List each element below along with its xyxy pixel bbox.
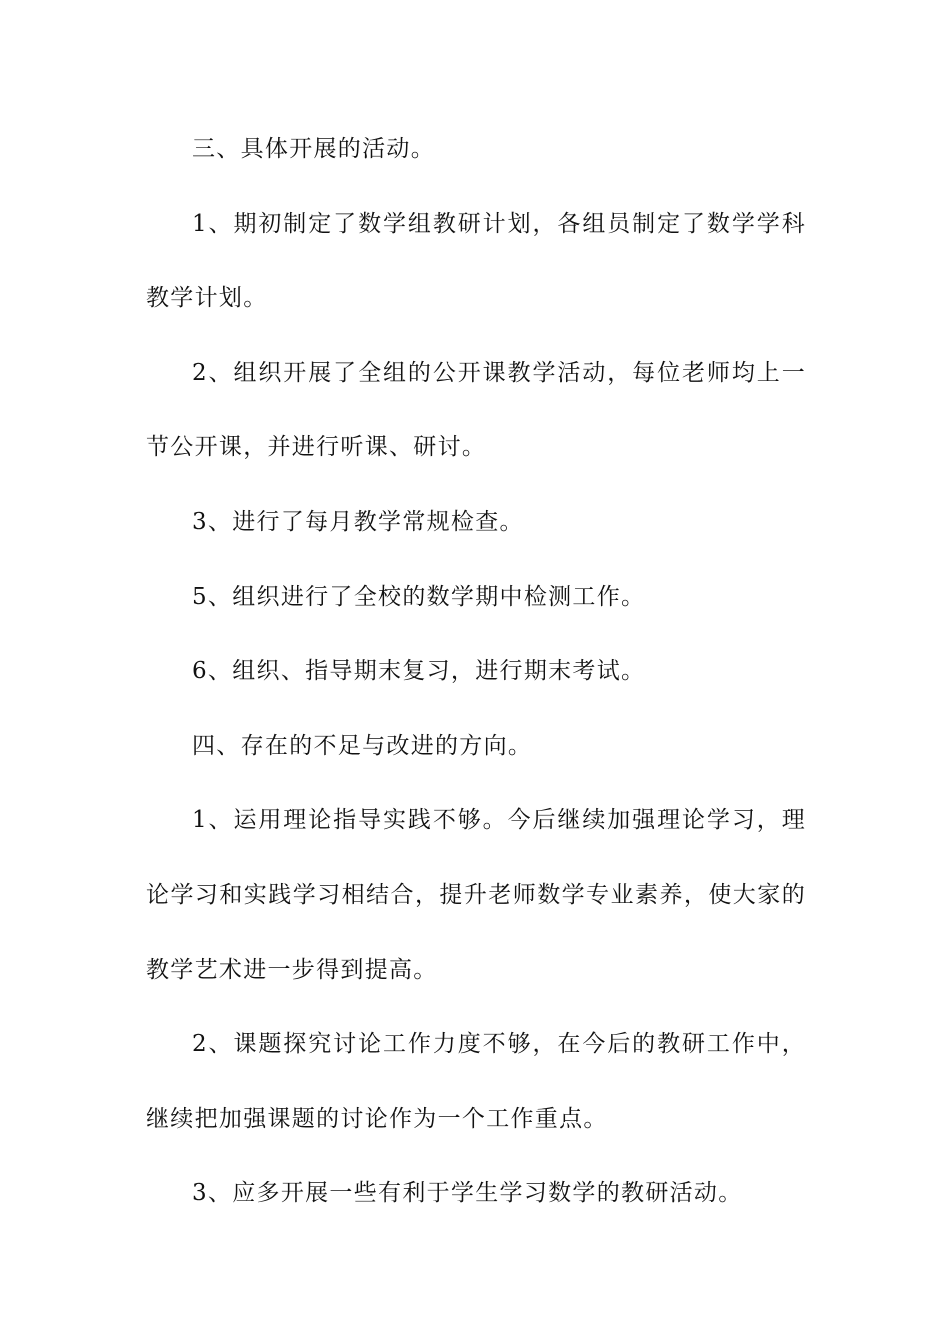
- paragraph: 5、组织进行了全校的数学期中检测工作。: [192, 583, 646, 610]
- paragraph: 2、组织开展了全组的公开课教学活动，每位老师均上一节公开课，并进行听课、研讨。: [146, 359, 806, 461]
- document-body: [146, 112, 806, 1231]
- paragraph: 3、进行了每月教学常规检查。: [192, 508, 524, 535]
- paragraph: 2、课题探究讨论工作力度不够，在今后的教研工作中，继续把加强课题的讨论作为一个工作重点。: [146, 1031, 806, 1132]
- paragraph: 1、期初制定了数学组教研计划，各组员制定了数学学科教学计划。: [146, 210, 806, 312]
- paragraph: 6、组织、指导期末复习，进行期末考试。: [192, 658, 646, 685]
- section-heading-shortcomings: 四、存在的不足与改进的方向。: [192, 732, 533, 759]
- paragraph: 3、应多开展一些有利于学生学习数学的教研活动。: [192, 1180, 743, 1207]
- paragraph: 1、运用理论指导实践不够。今后继续加强理论学习，理论学习和实践学习相结合，提升老师数学专业素养，使大家的教学艺术进一步得到提高。: [146, 807, 806, 983]
- section-heading-activities: 三、具体开展的活动。: [192, 136, 435, 162]
